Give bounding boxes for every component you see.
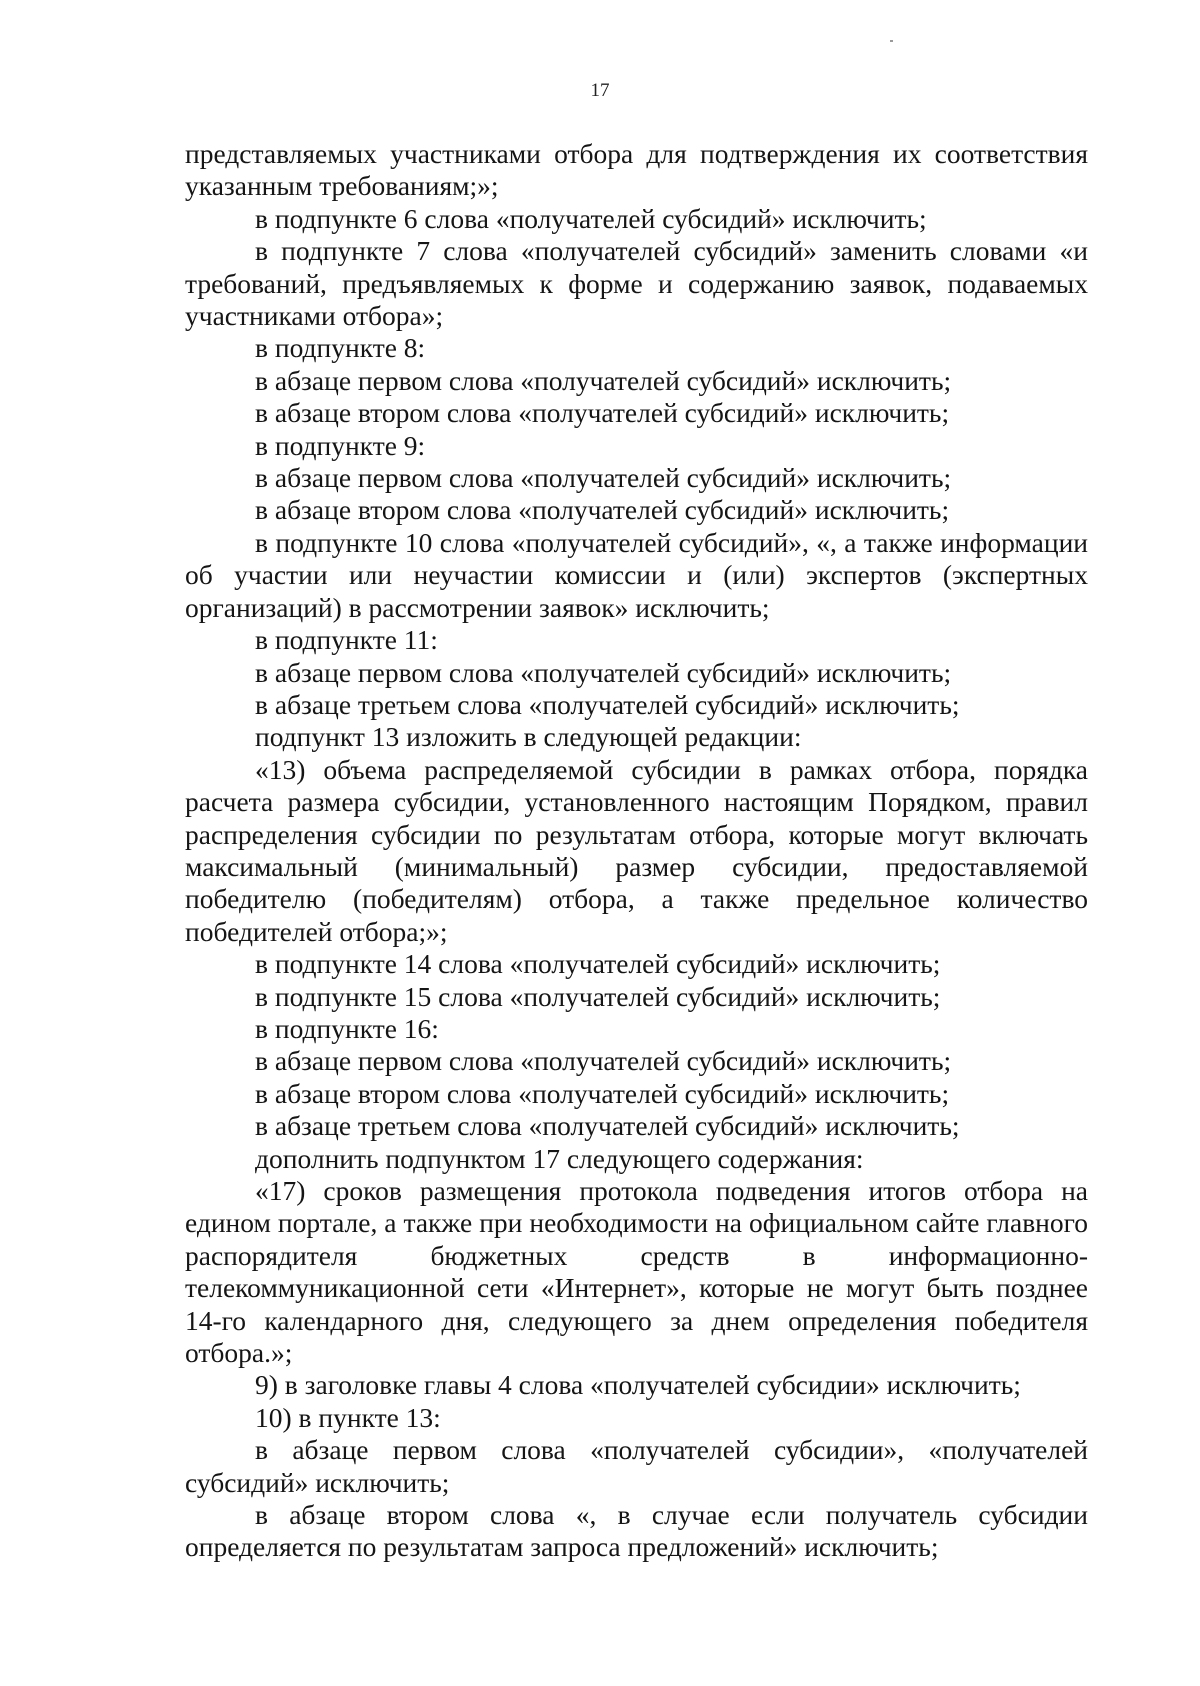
scan-speck — [890, 40, 893, 42]
paragraph: в абзаце первом слова «получателей субсидий» исключить; — [255, 656, 952, 688]
paragraph: в подпункте 10 слова «получателей субсидий», «, а также информации об участии или неучастии комиссии и (или) экспертов (экспертных организаций) в рассмотрении заявок» исключить; — [185, 526, 1088, 623]
paragraph: в абзаце первом слова «получателей субсидии», «получателей субсидий» исключить; — [185, 1434, 1088, 1498]
paragraph: подпункт 13 изложить в следующей редакции: — [255, 721, 802, 753]
paragraph: в подпункте 6 слова «получателей субсидий» исключить; — [255, 202, 927, 234]
paragraph: в абзаце втором слова «получателей субсидий» исключить; — [255, 494, 950, 526]
paragraph: дополнить подпунктом 17 следующего содержания: — [255, 1142, 864, 1174]
paragraph: в подпункте 8: — [255, 332, 426, 364]
paragraph: в абзаце третьем слова «получателей субсидий» исключить; — [255, 1110, 960, 1142]
paragraph: в подпункте 15 слова «получателей субсидий» исключить; — [255, 980, 941, 1012]
paragraph: в абзаце втором слова «получателей субсидий» исключить; — [255, 1077, 950, 1109]
paragraph: в абзаце втором слова «, в случае если получатель субсидии определяется по результатам запроса предложений» исключить; — [185, 1499, 1088, 1563]
page-number: 17 — [590, 80, 610, 101]
paragraph: 10) в пункте 13: — [255, 1401, 441, 1433]
paragraph: «13) объема распределяемой субсидии в рамках отбора, порядка расчета размера субсидии, установленного настоящим Порядком, правил распределения субсидии по результатам отбора, которые могут включать максимальный (минимальный) размер субсидии, предоставляемой победителю (победителям) отбора, а также предельное количество победителей отбора;»; — [185, 753, 1088, 947]
paragraph: в подпункте 14 слова «получателей субсидий» исключить; — [255, 948, 941, 980]
paragraph: 9) в заголовке главы 4 слова «получателей субсидии» исключить; — [255, 1369, 1021, 1401]
paragraph: в абзаце первом слова «получателей субсидий» исключить; — [255, 364, 952, 396]
paragraph: в подпункте 9: — [255, 429, 426, 461]
document-body — [185, 138, 1088, 1564]
paragraph: «17) сроков размещения протокола подведения итогов отбора на едином портале, а также при необходимости на официальном сайте главного распорядителя бюджетных средств в информационно-телекоммуникационной сети «Интернет», которые не могут быть позднее 14-го календарного дня, следующего за днем определения победителя отбора.»; — [185, 1175, 1088, 1369]
paragraph: в абзаце первом слова «получателей субсидий» исключить; — [255, 1045, 952, 1077]
paragraph: в абзаце третьем слова «получателей субсидий» исключить; — [255, 688, 960, 720]
paragraph: представляемых участниками отбора для подтверждения их соответствия указанным требованиям;»; — [185, 138, 1088, 202]
paragraph: в абзаце первом слова «получателей субсидий» исключить; — [255, 462, 952, 494]
paragraph: в абзаце втором слова «получателей субсидий» исключить; — [255, 397, 950, 429]
paragraph: в подпункте 11: — [255, 624, 438, 656]
paragraph: в подпункте 7 слова «получателей субсидий» заменить словами «и требований, предъявляемых к форме и содержанию заявок, подаваемых участниками отбора»; — [185, 235, 1088, 332]
paragraph: в подпункте 16: — [255, 1012, 439, 1044]
